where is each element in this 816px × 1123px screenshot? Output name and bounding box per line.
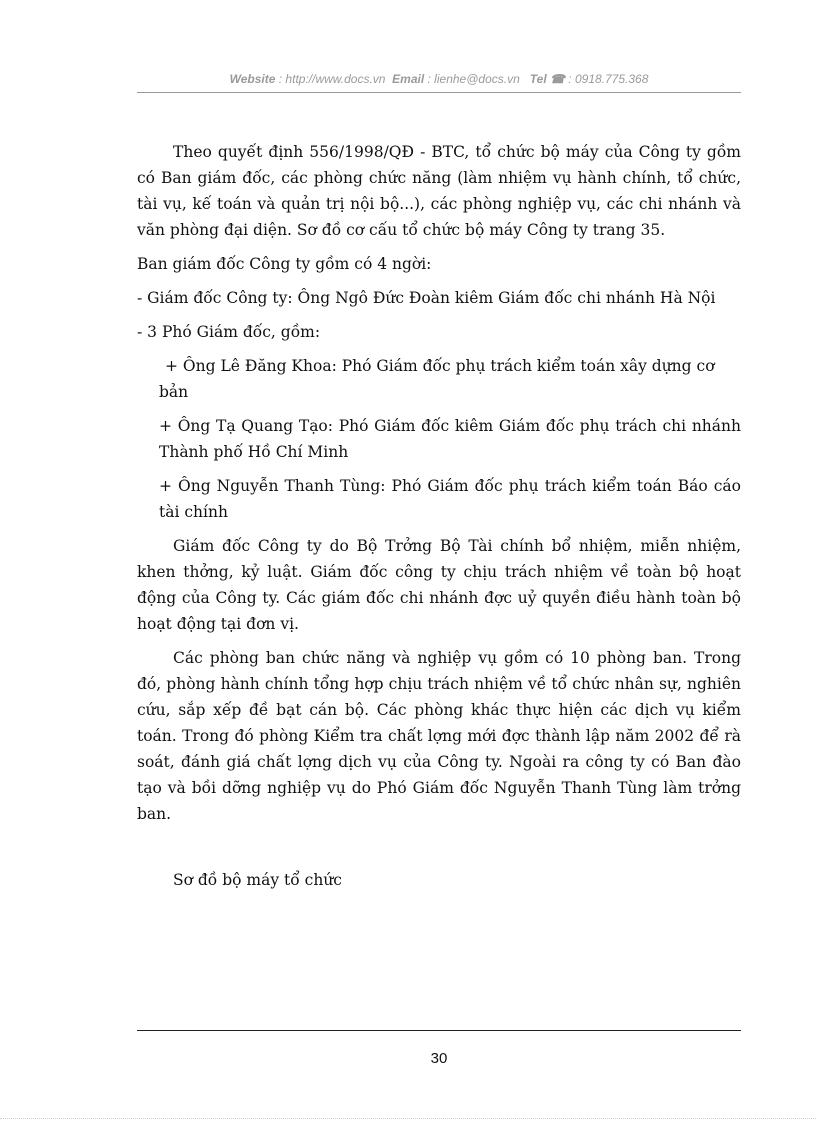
email-label: Email — [392, 72, 425, 86]
page-edge-border — [0, 1118, 816, 1119]
email-value: : lienhe@docs.vn — [427, 72, 520, 86]
footer-divider — [137, 1030, 741, 1031]
page-number: 30 — [430, 1050, 448, 1067]
org-chart-caption: Sơ đồ bộ máy tổ chức — [173, 871, 342, 889]
document-body — [137, 139, 741, 909]
deputy-item-2: + Ông Tạ Quang Tạo: Phó Giám đốc kiêm Giám đốc phụ trách chi nhánh Thành phố Hồ Chí Minh — [159, 417, 741, 461]
paragraph-departments: Các phòng ban chức năng và nghiệp vụ gồm có 10 phòng ban. Trong đó, phòng hành chính tổng hợp chịu trách nhiệm về tổ chức nhân sự, nghiên cứu, sắp xếp đề bạt cán bộ. Các phòng khác thực hiện các dịch vụ kiểm toán. Trong đó phòng Kiểm tra chất lợng mới đợc thành lập năm 2002 để rà soát, đánh giá chất lợng dịch vụ của Công ty. Ngoài ra công ty có Ban đào tạo và bồi dỡng nghiệp vụ do Phó Giám đốc Nguyễn Thanh Tùng làm trởng ban. — [137, 649, 741, 823]
website-label: Website — [229, 72, 276, 86]
tel-label: Tel ☎ — [529, 72, 565, 86]
paragraph-organization: Theo quyết định 556/1998/QĐ - BTC, tổ chức bộ máy của Công ty gồm có Ban giám đốc, các phòng chức năng (làm nhiệm vụ hành chính, tổ chức, tài vụ, kế toán và quản trị nội bộ...), các phòng nghiệp vụ, các chi nhánh và văn phòng đại diện. Sơ đồ cơ cấu tổ chức bộ máy Công ty trang 35. — [137, 143, 741, 239]
deputies-intro: - 3 Phó Giám đốc, gồm: — [137, 323, 321, 341]
paragraph-director-authority: Giám đốc Công ty do Bộ Trởng Bộ Tài chính bổ nhiệm, miễn nhiệm, khen thởng, kỷ luật. Giám đốc công ty chịu trách nhiệm về toàn bộ hoạt động của Công ty. Các giám đốc chi nhánh đợc uỷ quyền điều hành toàn bộ hoạt động tại đơn vị. — [137, 537, 741, 633]
director-line: - Giám đốc Công ty: Ông Ngô Đức Đoàn kiêm Giám đốc chi nhánh Hà Nội — [137, 289, 716, 307]
deputy-item-3: + Ông Nguyễn Thanh Tùng: Phó Giám đốc phụ trách kiểm toán Báo cáo tài chính — [159, 477, 741, 521]
page-header — [137, 72, 741, 86]
header-divider — [137, 92, 741, 93]
website-value: : http://www.docs.vn — [278, 72, 386, 86]
tel-value: : 0918.775.368 — [568, 72, 649, 86]
deputy-item-1: + Ông Lê Đăng Khoa: Phó Giám đốc phụ trách kiểm toán xây dựng cơ bản — [159, 357, 715, 401]
board-intro: Ban giám đốc Công ty gồm có 4 ngời: — [137, 255, 432, 273]
